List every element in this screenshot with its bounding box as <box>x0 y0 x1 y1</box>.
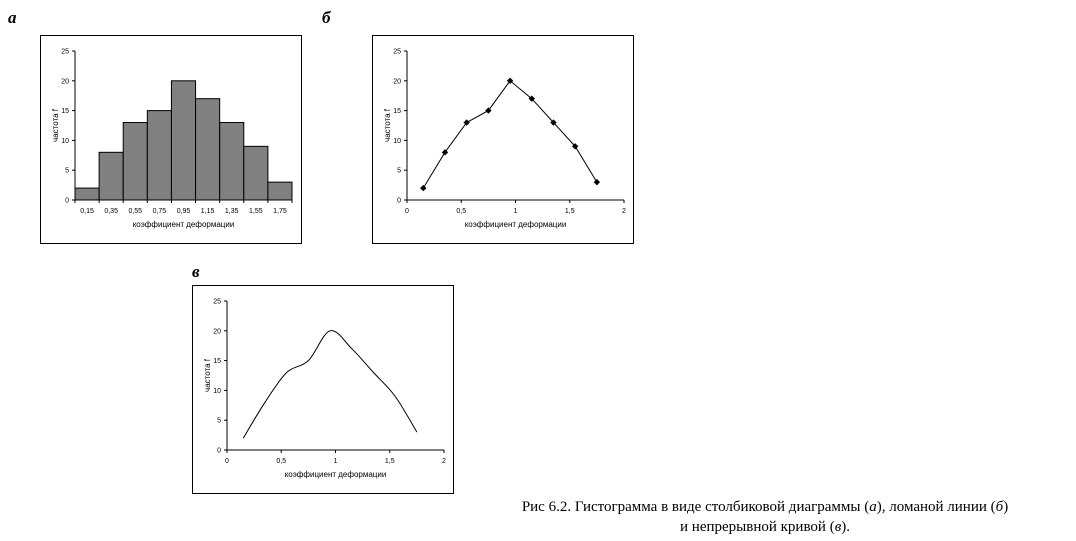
chart-frame <box>373 36 634 244</box>
y-tick-label: 0 <box>397 197 401 205</box>
smooth-curve-chart <box>192 285 454 494</box>
y-tick-label: 25 <box>213 298 221 306</box>
x-tick-label: 0,95 <box>176 208 191 215</box>
bar <box>268 182 292 200</box>
y-tick-label: 0 <box>65 197 69 205</box>
y-tick-label: 10 <box>61 137 69 145</box>
x-axis-label: коэффициент деформации <box>132 220 235 229</box>
y-tick-label: 25 <box>61 48 69 56</box>
caption-ref-a: а <box>869 499 877 515</box>
x-tick-label: 0,15 <box>80 208 94 215</box>
x-tick-label: 1,75 <box>273 208 287 215</box>
x-tick-label: 1,5 <box>384 458 395 465</box>
x-tick-label: 0,55 <box>128 208 143 215</box>
caption-line1-prefix: Рис 6.2. Гистограмма в виде столбиковой диаграммы ( <box>521 499 870 515</box>
x-tick-label: 1,35 <box>224 208 239 215</box>
caption-line2-prefix: и непрерывной кривой ( <box>680 519 835 535</box>
x-tick-label: 1,5 <box>564 208 575 215</box>
y-tick-label: 25 <box>393 48 401 56</box>
y-tick-label: 5 <box>397 167 401 175</box>
figure-caption <box>470 497 1060 537</box>
caption-line1-mid: ), ломаной линии ( <box>876 499 996 515</box>
x-tick-label: 0,75 <box>152 208 167 215</box>
caption-line1-suffix: ) <box>1003 499 1009 515</box>
bar <box>123 123 147 200</box>
bar <box>147 111 171 200</box>
y-axis-label: частота f <box>383 109 392 142</box>
x-axis-label: коэффициент деформации <box>284 470 387 479</box>
bar <box>99 152 123 200</box>
y-tick-label: 15 <box>61 108 69 116</box>
histogram-bar-chart <box>40 35 302 244</box>
panel-letter-v: в <box>192 262 200 281</box>
x-tick-label: 1 <box>333 458 338 465</box>
x-tick-label: 1 <box>513 208 518 215</box>
bar <box>171 81 195 200</box>
x-tick-label: 1,55 <box>249 208 263 215</box>
x-tick-label: 2 <box>442 458 446 465</box>
y-tick-label: 20 <box>61 78 69 86</box>
x-tick-label: 0,5 <box>456 208 467 215</box>
bar <box>244 146 268 200</box>
x-axis-label: коэффициент деформации <box>464 220 567 229</box>
bar <box>75 188 99 200</box>
caption-line2-suffix: ). <box>841 519 850 535</box>
caption-ref-v: в <box>834 519 842 535</box>
y-tick-label: 15 <box>213 358 221 366</box>
x-tick-label: 2 <box>622 208 626 215</box>
polygon-line-chart <box>372 35 634 244</box>
y-tick-label: 15 <box>393 108 401 116</box>
y-tick-label: 5 <box>65 167 69 175</box>
y-tick-label: 5 <box>217 417 221 425</box>
y-tick-label: 0 <box>217 447 221 455</box>
x-tick-label: 1,15 <box>200 208 215 215</box>
y-tick-label: 10 <box>213 387 221 395</box>
bar <box>220 123 244 200</box>
y-axis-label: частота f <box>51 109 60 142</box>
x-tick-label: 0 <box>225 458 229 465</box>
x-tick-label: 0 <box>405 208 409 215</box>
x-tick-label: 0,5 <box>276 458 287 465</box>
y-axis-label: частота f <box>203 359 212 392</box>
y-tick-label: 20 <box>213 328 221 336</box>
y-tick-label: 10 <box>393 137 401 145</box>
bar <box>196 99 220 200</box>
y-tick-label: 20 <box>393 78 401 86</box>
panel-letter-a: а <box>8 8 17 27</box>
chart-frame <box>193 286 454 494</box>
x-tick-label: 0,35 <box>104 208 118 215</box>
panel-letter-b: б <box>322 8 331 27</box>
caption-ref-b: б <box>995 499 1004 515</box>
